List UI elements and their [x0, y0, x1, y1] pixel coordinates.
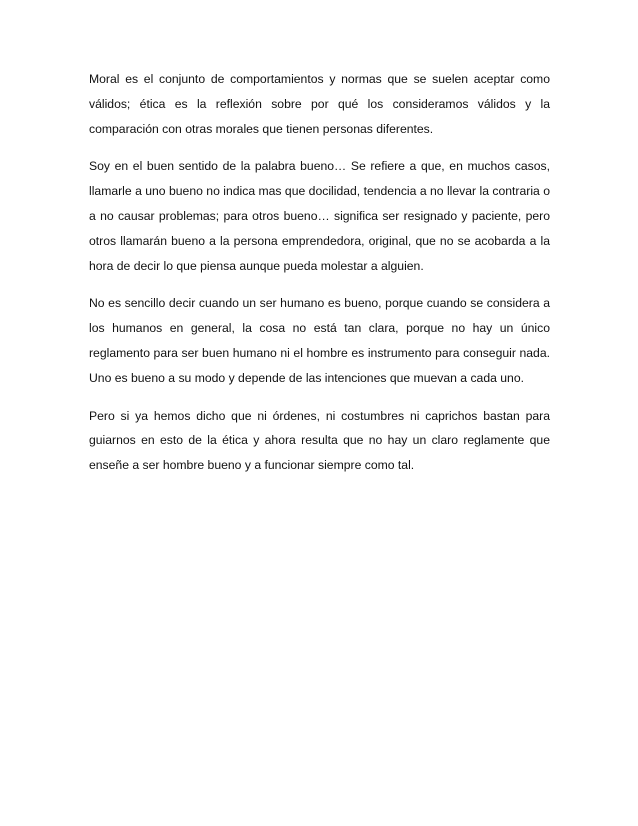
paragraph-2: Soy en el buen sentido de la palabra bueno… Se refiere a que, en muchos casos, llamarle a uno bueno no indica mas que docilidad, tendencia a no llevar la contraria o a no causar problemas; para otros bueno… significa ser resignado y paciente, pero otros llamarán bueno a la persona emprendedora, original, que no se acobarda a la hora de decir lo que piensa aunque pueda molestar a alguien. — [89, 159, 550, 273]
document-body — [89, 67, 550, 491]
paragraph-1: Moral es el conjunto de comportamientos y normas que se suelen aceptar como válidos; ética es la reflexión sobre por qué los consideramos válidos y la comparación con otras morales que tienen personas diferentes. — [89, 72, 550, 136]
paragraph-4: Pero si ya hemos dicho que ni órdenes, ni costumbres ni caprichos bastan para guiarnos en esto de la ética y ahora resulta que no hay un claro reglamente que enseñe a ser hombre bueno y a funcionar siempre como tal. — [89, 408, 550, 473]
paragraph-3: No es sencillo decir cuando un ser humano es bueno, porque cuando se considera a los humanos en general, la cosa no está tan clara, porque no hay un único reglamento para ser buen humano ni el hombre es instrumento para conseguir nada. Uno es bueno a su modo y depende de las intenciones que muevan a cada uno. — [89, 296, 550, 385]
